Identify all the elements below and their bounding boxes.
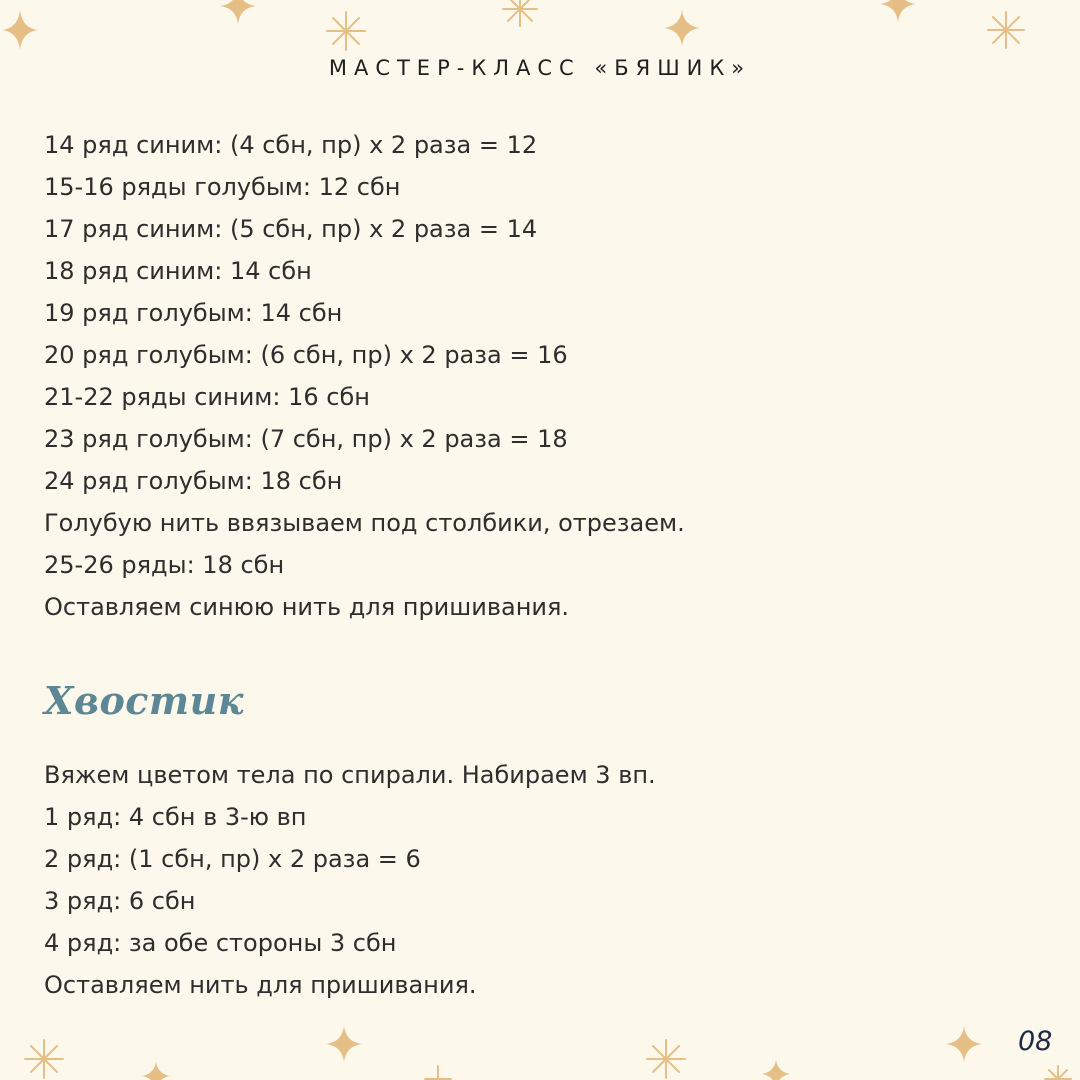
starburst-icon [503, 0, 537, 26]
sparkle-star-icon [2, 10, 38, 50]
section-heading-tail: Хвостик [44, 678, 244, 723]
sparkle-star-icon [142, 1062, 170, 1080]
starburst-icon [25, 1040, 63, 1078]
pattern-row: 20 ряд голубым: (6 сбн, пр) х 2 раза = 16 [44, 341, 568, 369]
sparkle-star-icon [326, 1026, 362, 1062]
sparkle-star-icon [946, 1026, 982, 1062]
pattern-row: Оставляем нить для пришивания. [44, 971, 477, 999]
starburst-icon [1045, 1066, 1071, 1080]
starburst-icon [647, 1040, 685, 1078]
pattern-row: Оставляем синюю нить для пришивания. [44, 593, 570, 621]
pattern-row: Вяжем цветом тела по спирали. Набираем 3 вп. [44, 761, 656, 789]
pattern-row: 21-22 ряды синим: 16 сбн [44, 383, 370, 411]
pattern-row: 24 ряд голубым: 18 сбн [44, 467, 343, 495]
pattern-row: 18 ряд синим: 14 сбн [44, 257, 312, 285]
pattern-row: Голубую нить ввязываем под столбики, отрезаем. [44, 509, 685, 537]
sparkle-star-icon [220, 0, 256, 24]
page-number: 08 [1018, 1026, 1053, 1057]
starburst-icon [988, 12, 1024, 48]
sparkle-star-icon [880, 0, 916, 22]
tail-rows-list [44, 754, 1044, 1006]
pattern-row: 17 ряд синим: (5 сбн, пр) х 2 раза = 14 [44, 215, 538, 243]
pattern-row: 4 ряд: за обе стороны 3 сбн [44, 929, 397, 957]
pattern-row: 23 ряд голубым: (7 сбн, пр) х 2 раза = 18 [44, 425, 568, 453]
starburst-icon [327, 12, 365, 50]
pattern-row: 14 ряд синим: (4 сбн, пр) х 2 раза = 12 [44, 131, 538, 159]
pattern-row: 19 ряд голубым: 14 сбн [44, 299, 343, 327]
pattern-row: 15-16 ряды голубым: 12 сбн [44, 173, 401, 201]
starburst-icon [425, 1066, 451, 1080]
pattern-rows-list [44, 124, 1044, 628]
pattern-row: 2 ряд: (1 сбн, пр) х 2 раза = 6 [44, 845, 421, 873]
pattern-row: 25-26 ряды: 18 сбн [44, 551, 285, 579]
sparkle-star-icon [762, 1060, 790, 1080]
page-title: МАСТЕР-КЛАСС «БЯШИК» [328, 56, 752, 80]
pattern-row: 3 ряд: 6 сбн [44, 887, 196, 915]
sparkle-star-icon [664, 10, 700, 46]
pattern-row: 1 ряд: 4 сбн в 3-ю вп [44, 803, 307, 831]
